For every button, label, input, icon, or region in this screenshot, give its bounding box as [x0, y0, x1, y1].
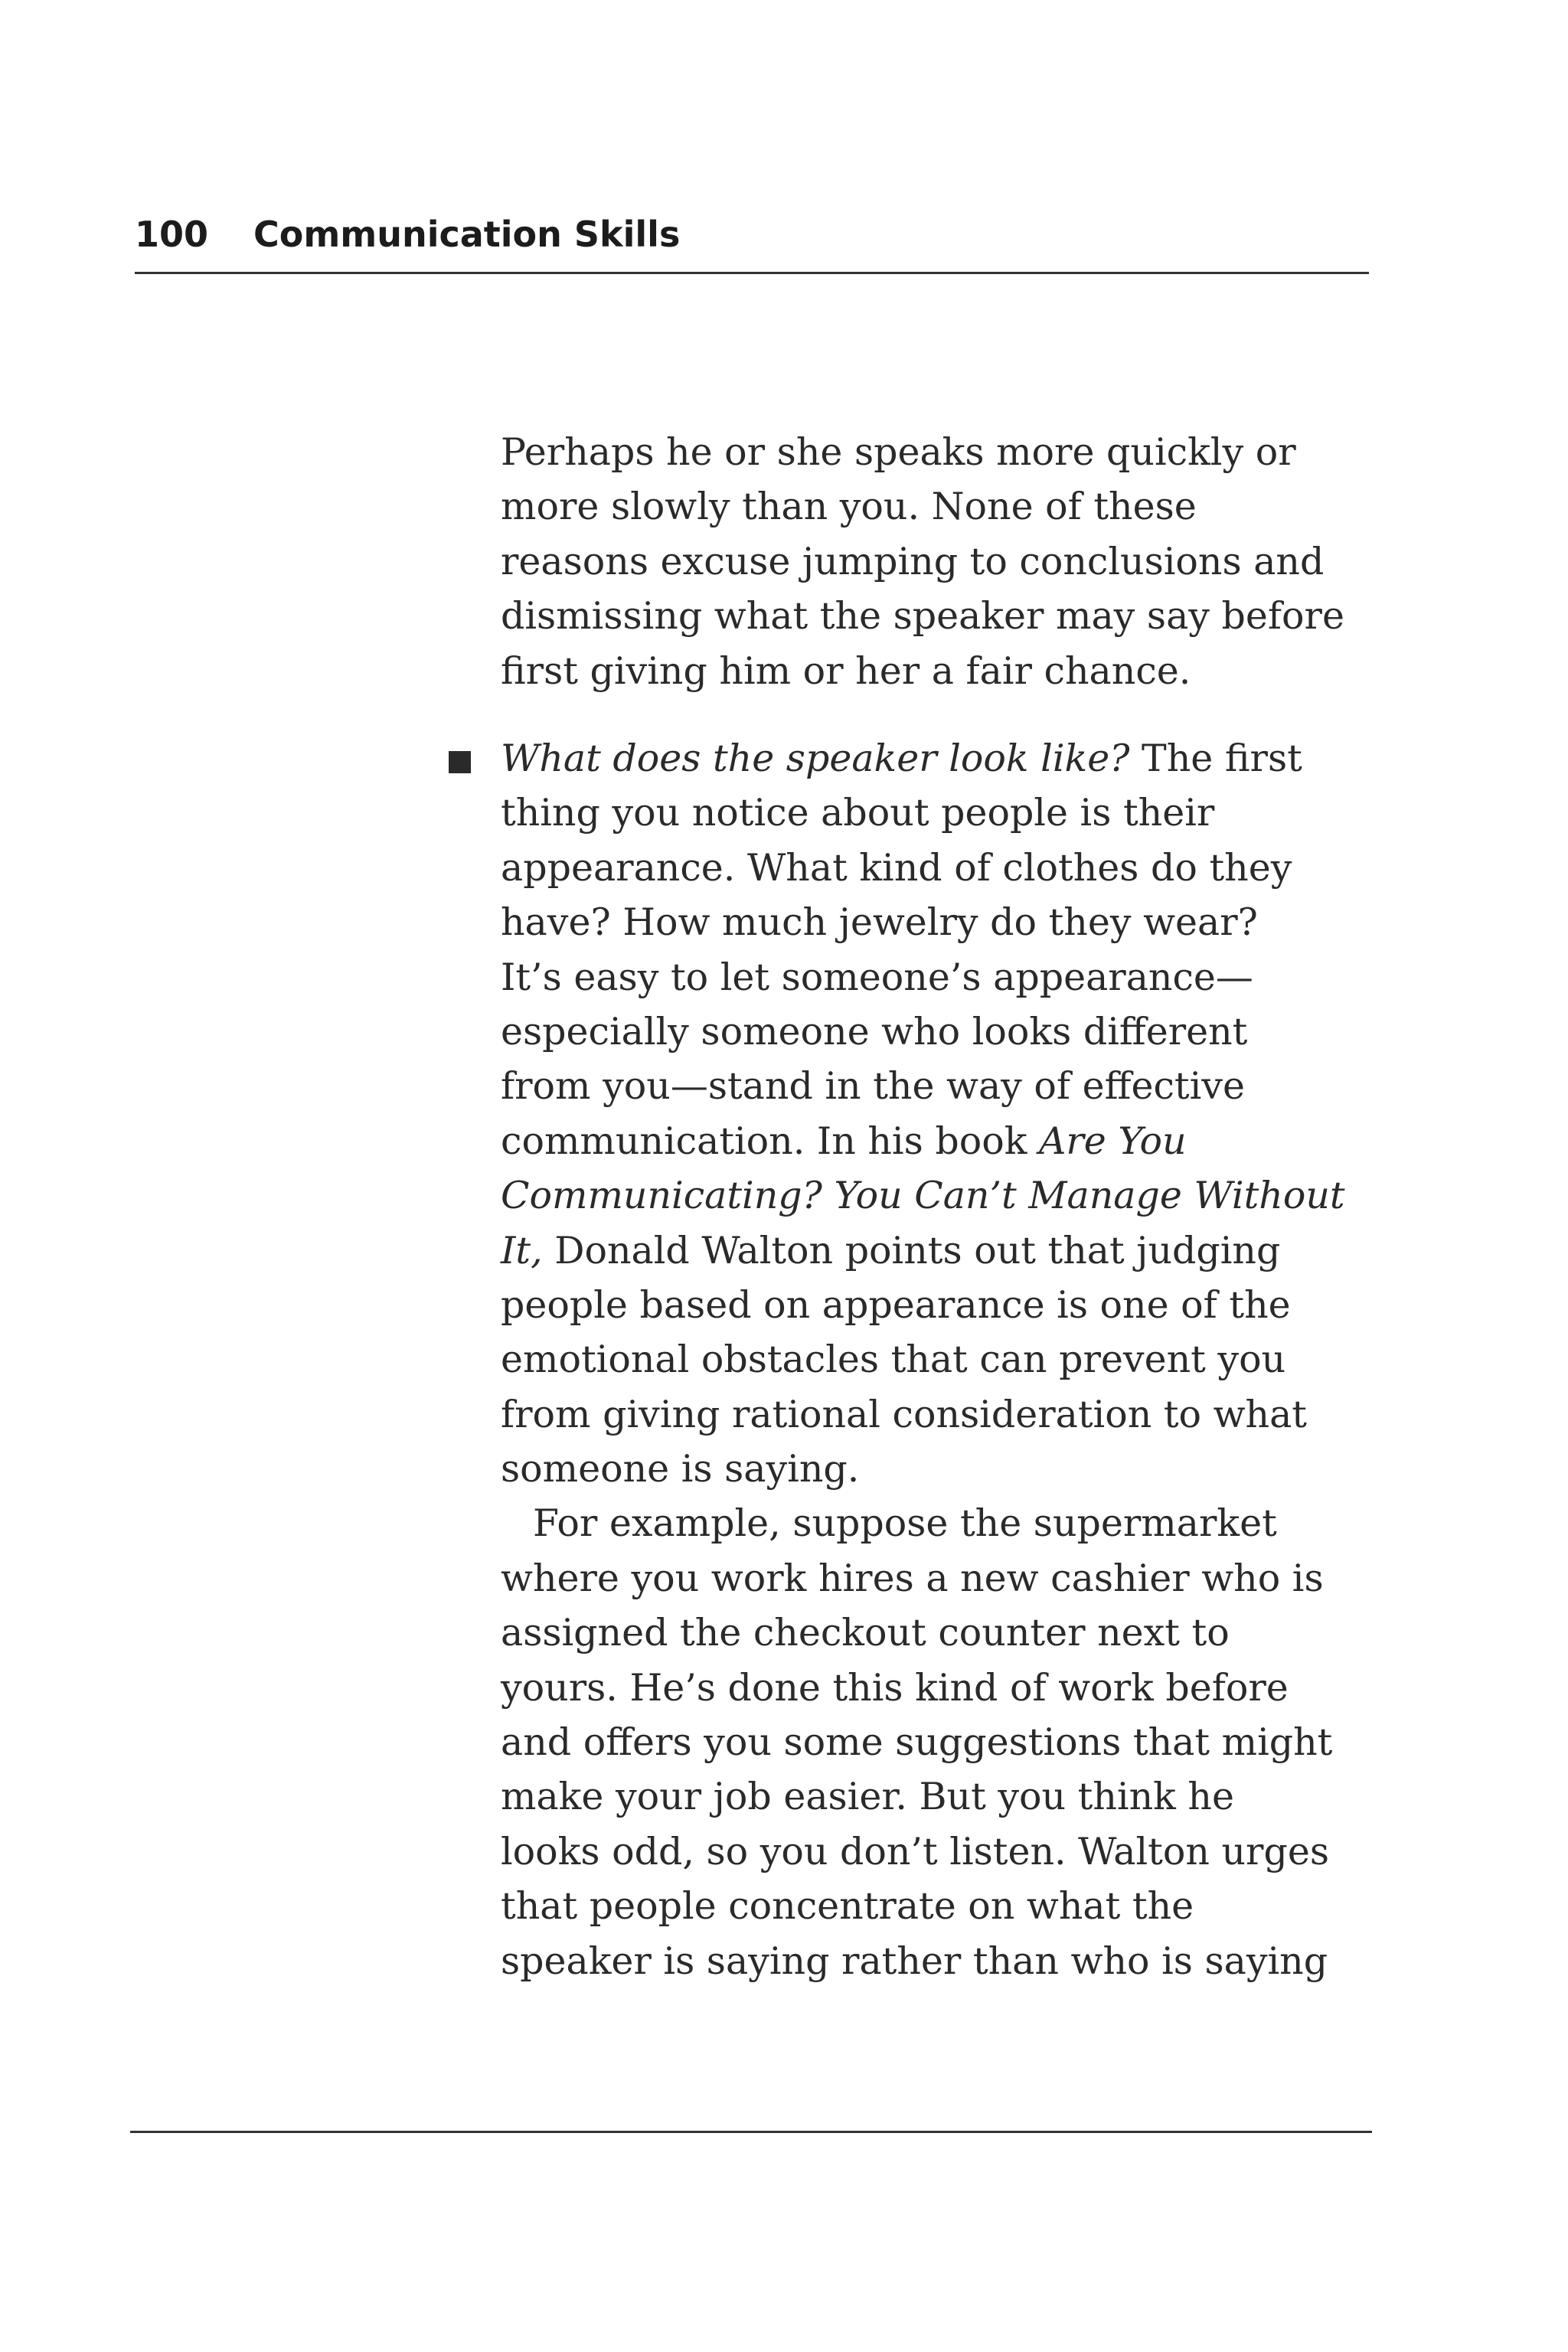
running-header	[135, 211, 680, 257]
text-line: assigned the checkout counter next to	[501, 1611, 1230, 1655]
text-fragment: Donald Walton points out that judging	[542, 1228, 1281, 1272]
text-line: from giving rational consideration to what	[501, 1392, 1307, 1436]
text-line	[501, 1114, 1381, 1168]
continuation-paragraph	[501, 425, 1381, 698]
text-line: where you work hires a new cashier who is	[501, 1556, 1324, 1600]
text-line: especially someone who looks different	[501, 1009, 1248, 1054]
text-line: For example, suppose the supermarket	[533, 1501, 1277, 1546]
text-line: more slowly than you. None of these	[501, 485, 1197, 529]
text-line: thing you notice about people is their	[501, 791, 1215, 835]
square-bullet-icon	[449, 751, 471, 773]
text-line: dismissing what the speaker may say before	[501, 594, 1344, 639]
text-line: from you—stand in the way of effective	[501, 1064, 1245, 1109]
text-line	[501, 1223, 1381, 1278]
lead-question: What does the speaker look like?	[501, 737, 1130, 780]
text-line: that people concentrate on what the	[501, 1884, 1194, 1929]
text-fragment: communication. In his book	[501, 1119, 1039, 1163]
text-line: emotional obstacles that can prevent you	[501, 1338, 1286, 1382]
header-rule	[135, 272, 1369, 274]
text-line	[501, 731, 1381, 786]
text-line: make your job easier. But you think he	[501, 1775, 1234, 1819]
book-title: It,	[501, 1228, 543, 1272]
text-line: and offers you some suggestions that might	[501, 1720, 1333, 1765]
text-line: It’s easy to let someone’s appearance—	[501, 955, 1253, 999]
text-line: first giving him or her a fair chance.	[501, 648, 1191, 693]
book-title: Are You	[1038, 1119, 1187, 1163]
footer-rule	[130, 2131, 1372, 2133]
text-line: people based on appearance is one of the	[501, 1282, 1291, 1327]
book-title: Communicating? You Can’t Manage Without	[501, 1174, 1345, 1218]
text-fragment: The first	[1129, 737, 1302, 780]
text-line: speaker is saying rather than who is saying	[501, 1939, 1328, 1983]
text-line: appearance. What kind of clothes do they	[501, 845, 1292, 890]
page-number: 100	[135, 214, 209, 255]
text-line: yours. He’s done this kind of work before	[501, 1665, 1289, 1710]
text-line: someone is saying.	[501, 1447, 860, 1491]
bullet-paragraph	[501, 731, 1381, 1988]
text-line: reasons excuse jumping to conclusions and	[501, 539, 1325, 583]
text-line: looks odd, so you don’t listen. Walton urges	[501, 1829, 1329, 1873]
running-title: Communication Skills	[253, 214, 681, 255]
text-line: have? How much jewelry do they wear?	[501, 900, 1258, 945]
text-line: Perhaps he or she speaks more quickly or	[501, 430, 1296, 474]
